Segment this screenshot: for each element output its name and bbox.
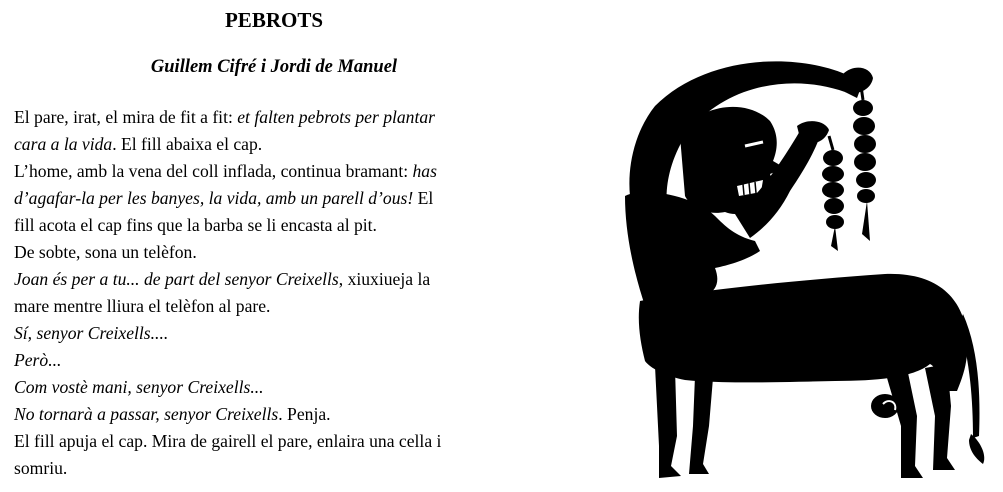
story-narration-segment: El bbox=[413, 188, 434, 208]
story-dialogue-segment: has bbox=[412, 161, 437, 181]
story-dialogue-segment: Però... bbox=[14, 350, 62, 370]
story-line bbox=[14, 266, 574, 293]
raised-hand bbox=[843, 68, 873, 94]
story-dialogue-segment: Sí, senyor Creixells.... bbox=[14, 323, 169, 343]
story-dialogue-segment: Com vostè mani, senyor Creixells... bbox=[14, 377, 264, 397]
story-line bbox=[14, 401, 574, 428]
story-title: PEBROTS bbox=[224, 8, 324, 32]
story-dialogue-segment: et falten pebrots per plantar bbox=[237, 107, 435, 127]
minotaur-illustration bbox=[585, 46, 1003, 492]
story-body bbox=[14, 104, 574, 482]
story-line bbox=[14, 374, 574, 401]
story-line bbox=[14, 158, 574, 185]
bull-front-leg-2 bbox=[689, 376, 713, 474]
story-narration-segment: De sobte, sona un telèfon. bbox=[14, 242, 197, 262]
story-narration-segment: fill acota el cap fins que la barba se li encasta al pit. bbox=[14, 215, 377, 235]
story-narration-segment: L’home, amb la vena del coll inflada, continua bramant: bbox=[14, 161, 413, 181]
story-line bbox=[14, 212, 574, 239]
bull-front-leg-1 bbox=[655, 366, 681, 478]
story-line bbox=[14, 239, 574, 266]
lower-hand bbox=[797, 121, 829, 143]
story-line bbox=[14, 131, 574, 158]
story-narration-segment: . El fill abaixa el cap. bbox=[112, 134, 263, 154]
story-line bbox=[14, 347, 574, 374]
bull-hind-leg-1 bbox=[885, 368, 923, 478]
story-narration-segment: El fill apuja el cap. Mira de gairell el pare, enlaira una cella i bbox=[14, 431, 442, 451]
story-dialogue-segment: Joan és per a tu... de part del senyor Creixells bbox=[14, 269, 339, 289]
story-line bbox=[14, 428, 574, 455]
story-line bbox=[14, 320, 574, 347]
story-dialogue-segment: cara a la vida bbox=[14, 134, 113, 154]
story-authors: Guillem Cifré i Jordi de Manuel bbox=[150, 57, 398, 77]
pepper-string-left bbox=[822, 136, 844, 251]
story-narration-segment: El pare, irat, el mira de fit a fit: bbox=[14, 107, 238, 127]
story-narration-segment: mare mentre lliura el telèfon al pare. bbox=[14, 296, 271, 316]
pepper-string-right bbox=[853, 86, 876, 241]
story-line bbox=[14, 455, 574, 482]
story-narration-segment: somriu. bbox=[14, 458, 68, 478]
story-line bbox=[14, 185, 574, 212]
story-line bbox=[14, 104, 574, 131]
story-dialogue-segment: No tornarà a passar, senyor Creixells bbox=[14, 404, 279, 424]
story-line bbox=[14, 293, 574, 320]
story-dialogue-segment: d’agafar-la per les banyes, la vida, amb un parell d’ous! bbox=[14, 188, 414, 208]
story-narration-segment: . Penja. bbox=[278, 404, 331, 424]
story-narration-segment: , xiuxiueja la bbox=[338, 269, 431, 289]
